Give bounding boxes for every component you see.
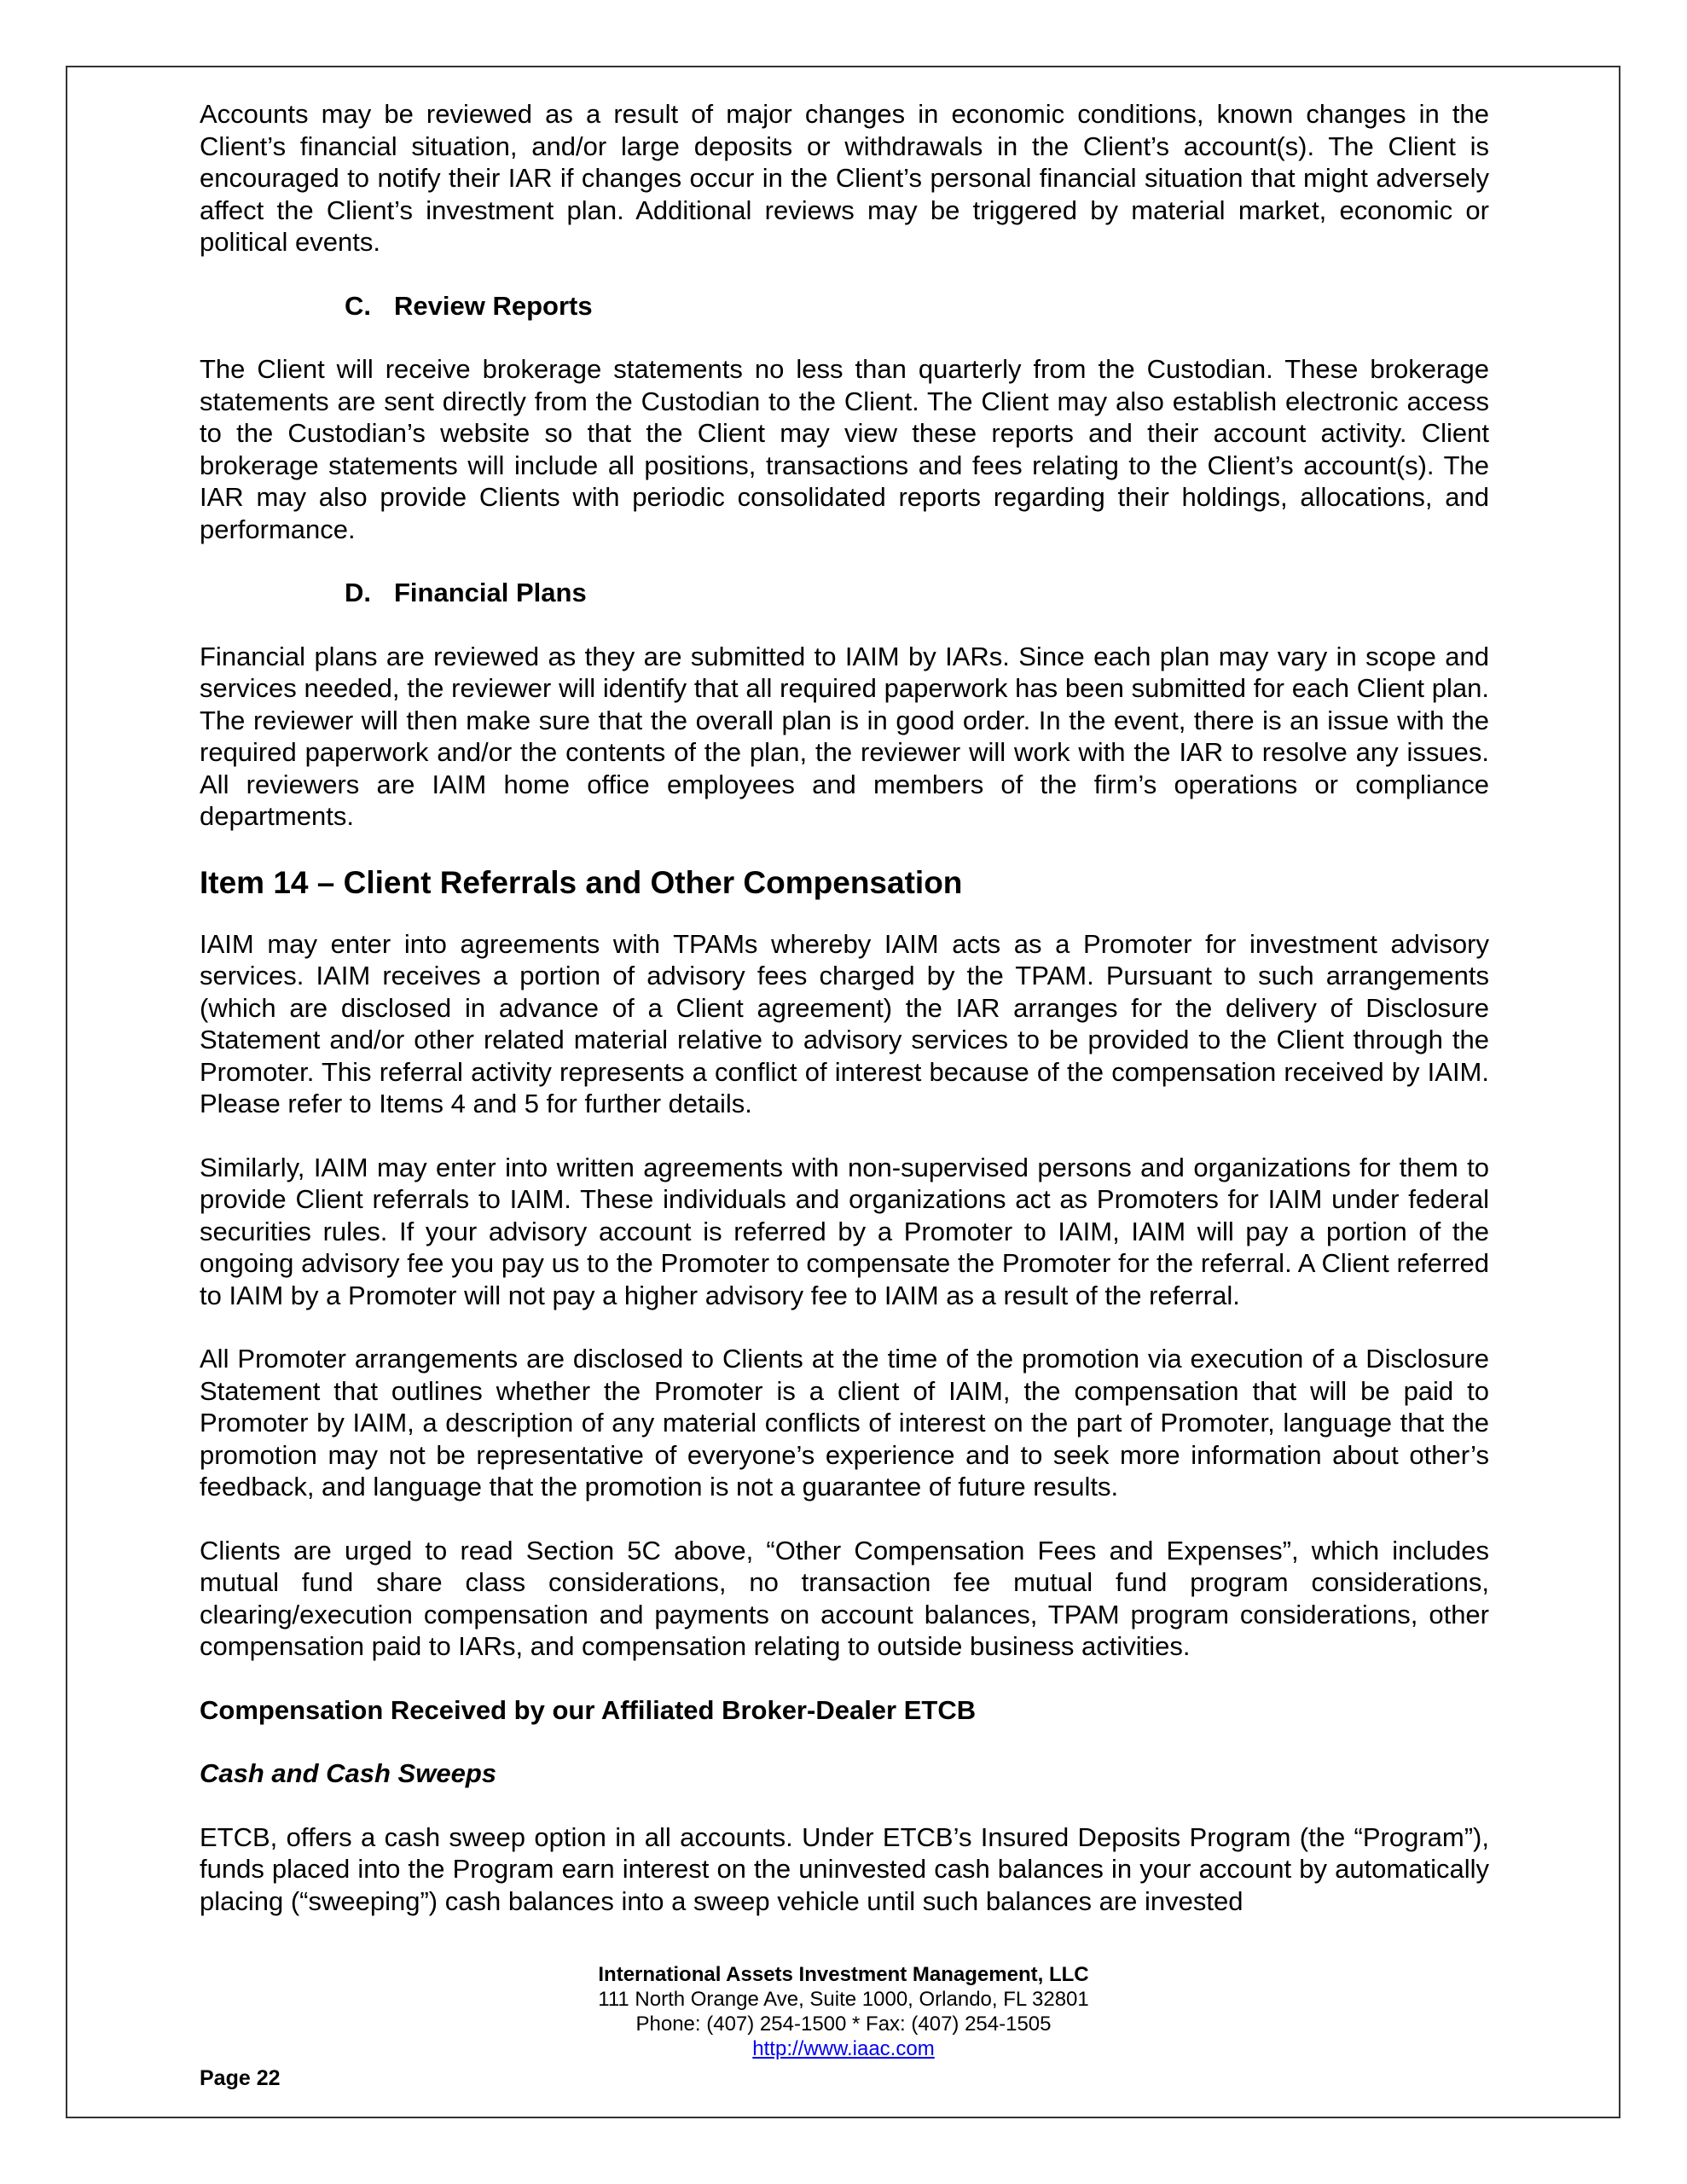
subheading-financial-plans: [345, 577, 1489, 609]
subheading-label: Review Reports: [394, 290, 593, 321]
footer-phone-fax: Phone: (407) 254-1500 * Fax: (407) 254-1505: [635, 2013, 1052, 2036]
paragraph-review-reports: The Client will receive brokerage statements no less than quarterly from the Custodian. These brokerage statements are sent directly from the Custodian to the Client. The Client may also establish electronic access to the Custodian’s website so that the Client may view these reports and their account activity. Client brokerage statements will include all positions, transactions and fees relating to the Client’s account(s). The IAR may also provide Clients with periodic consolidated reports regarding their holdings, allocations, and performance.: [200, 354, 1489, 544]
paragraph-promoter-arrangements: All Promoter arrangements are disclosed to Clients at the time of the promotion via execution of a Disclosure Statement that outlines whether the Promoter is a client of IAIM, the compensation that will be paid to Promoter by IAIM, a description of any material conflicts of interest on the part of Promoter, language that the promotion may not be representative of everyone’s experience and to seek more information about other’s feedback, and language that the promotion is not a guarantee of future results.: [200, 1344, 1489, 1502]
section-heading-item-14: Item 14 – Client Referrals and Other Compensation: [200, 864, 963, 900]
subheading-label: Financial Plans: [394, 578, 587, 607]
paragraph-account-reviews: Accounts may be reviewed as a result of major changes in economic conditions, known changes in the Client’s financial situation, and/or large deposits or withdrawals in the Client’s account(s). The Client is encouraged to notify their IAR if changes occur in the Client’s personal financial situation that might adversely affect the Client’s investment plan. Additional reviews may be triggered by material market, economic or political events.: [200, 99, 1489, 257]
page-footer: [0, 1962, 1687, 2061]
heading-cash-sweeps: Cash and Cash Sweeps: [200, 1758, 497, 1788]
paragraph-cash-sweep: ETCB, offers a cash sweep option in all accounts. Under ETCB’s Insured Deposits Program (the “Program”), funds placed into the Program earn interest on the uninvested cash balances in your account by automatically placing (“sweeping”) cash balances into a sweep vehicle until such balances are invested: [200, 1821, 1489, 1916]
heading-compensation-received: Compensation Received by our Affiliated Broker-Dealer ETCB: [200, 1694, 977, 1725]
footer-company-name: International Assets Investment Management, LLC: [598, 1963, 1089, 1986]
paragraph-section-5c: Clients are urged to read Section 5C above, “Other Compensation Fees and Expenses”, which includes mutual fund share class considerations, no transaction fee mutual fund program considerations, clearing/execution compensation and payments on account balances, TPAM program considerations, other compensation paid to IARs, and compensation relating to outside business activities.: [200, 1535, 1489, 1661]
paragraph-written-agreements: Similarly, IAIM may enter into written agreements with non-supervised persons and organizations for them to provide Client referrals to IAIM. These individuals and organizations act as Promoters for IAIM under federal securities rules. If your advisory account is referred by a Promoter to IAIM, IAIM will pay a portion of the ongoing advisory fee you pay us to the Promoter to compensate the Promoter for the referral. A Client referred to IAIM by a Promoter will not pay a higher advisory fee to IAIM as a result of the referral.: [200, 1152, 1489, 1310]
paragraph-financial-plans: Financial plans are reviewed as they are submitted to IAIM by IARs. Since each plan may vary in scope and services needed, the reviewer will identify that all required paperwork has been submitted for each Client plan. The reviewer will then make sure that the overall plan is in good order. In the event, there is an issue with the required paperwork and/or the contents of the plan, the reviewer will work with the IAR to resolve any issues. All reviewers are IAIM home office employees and members of the firm’s operations or compliance departments.: [200, 641, 1489, 831]
document-body: [200, 98, 1489, 1917]
subheading-letter: C.: [345, 290, 371, 321]
subheading-review-reports: [345, 290, 1489, 322]
subheading-letter: D.: [345, 578, 371, 607]
page-number: Page 22: [200, 2066, 281, 2090]
paragraph-tpam-promoter: IAIM may enter into agreements with TPAMs whereby IAIM acts as a Promoter for investment advisory services. IAIM receives a portion of advisory fees charged by the TPAM. Pursuant to such arrangements (which are disclosed in advance of a Client agreement) the IAR arranges for the delivery of Disclosure Statement and/or other related material relative to advisory services to be provided to the Client through the Promoter. This referral activity represents a conflict of interest because of the compensation received by IAIM. Please refer to Items 4 and 5 for further details.: [200, 928, 1489, 1118]
footer-website-link[interactable]: http://www.iaac.com: [752, 2037, 935, 2060]
footer-address: 111 North Orange Ave, Suite 1000, Orlando, FL 32801: [598, 1988, 1089, 2011]
